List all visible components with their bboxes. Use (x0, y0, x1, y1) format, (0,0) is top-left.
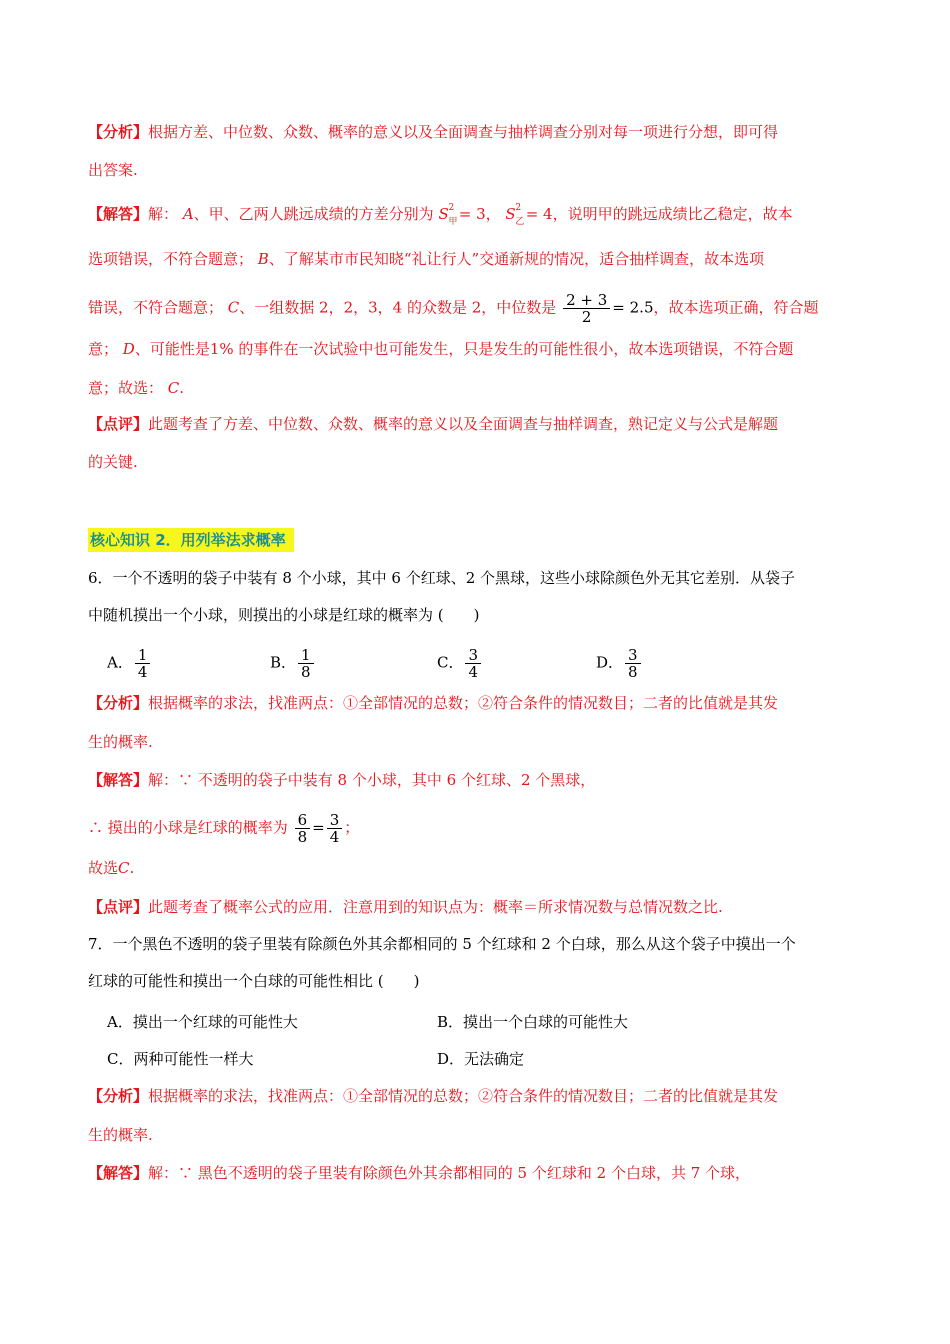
q5-analysis-line-1 (88, 121, 868, 143)
answer-text: 意；故选： (88, 379, 164, 397)
q7-analysis-line-2 (88, 1124, 868, 1146)
answer-choice: C (167, 379, 180, 397)
q7-option-d: D．无法确定 (437, 1050, 525, 1068)
answer-text: 意； (88, 340, 119, 358)
q5-analysis-line-2 (88, 159, 868, 181)
fraction-3-4: $\frac{3}{4}$ (327, 812, 343, 845)
q6-option-c: C． $\frac{3}{4}$ (437, 647, 483, 680)
q7-option-a: A．摸出一个红球的可能性大 (107, 1013, 298, 1031)
q6-answer-line-1 (88, 769, 868, 791)
q5-answer-line-3 (88, 292, 868, 325)
option-fraction: $\frac{1}{8}$ (298, 647, 314, 680)
analysis-text: 根据概率的求法，找准两点：①全部情况的总数；②符合条件的情况数目；二者的比值就是其发 (148, 1087, 779, 1105)
option-letter: D (122, 340, 135, 358)
median-result: = 2.5 (612, 298, 654, 317)
q6-option-b: B． $\frac{1}{8}$ (270, 647, 316, 680)
analysis-text: 根据概率的求法，找准两点：①全部情况的总数；②符合条件的情况数目；二者的比值就是其发 (148, 694, 779, 712)
answer-tag: 【解答】 (88, 771, 149, 789)
q5-answer-line-4 (88, 338, 868, 360)
answer-text: 、一组数据 2，2，3，4 的众数是 2，中位数是 (239, 298, 557, 317)
answer-text: 选项错误，不符合题意； (88, 250, 254, 268)
answer-text: . (129, 859, 135, 877)
option-fraction: $\frac{3}{4}$ (465, 647, 481, 680)
analysis-text: 出答案. (88, 161, 138, 179)
q6-answer-line-2 (88, 812, 868, 845)
equals-sign: = (312, 818, 325, 837)
answer-text: 解：∵ 不透明的袋子中装有 8 个小球，其中 6 个红球、2 个黑球， (148, 771, 596, 789)
q7-stem-line-1: 7．一个黑色不透明的袋子里装有除颜色外其余都相同的 5 个红球和 2 个白球，那么从这个袋子中摸出一个 (88, 935, 796, 953)
section-heading: 核心知识 2．用列举法求概率 (88, 528, 294, 552)
q6-option-a: A． $\frac{1}{4}$ (107, 647, 152, 680)
q7-option-b: B．摸出一个白球的可能性大 (437, 1013, 629, 1031)
q6-analysis-line-1 (88, 692, 868, 714)
answer-text: ； (344, 818, 360, 837)
answer-tag: 【解答】 (88, 205, 149, 223)
option-fraction: $\frac{1}{4}$ (135, 647, 151, 680)
equation: = 3， (458, 205, 501, 223)
q6-answer-line-3 (88, 857, 868, 879)
q6-stem-line-1: 6．一个不透明的袋子中装有 8 个小球，其中 6 个红球、2 个黑球，这些小球除颜色外无其它差别．从袋子 (88, 569, 796, 587)
median-fraction: $\frac{2 + 3}{2}$ (563, 292, 610, 325)
q5-answer-line-1 (88, 203, 868, 225)
q5-answer-line-5 (88, 377, 868, 399)
comment-text: 的关键. (88, 453, 138, 471)
answer-tag: 【解答】 (88, 1164, 149, 1182)
q7-answer-line-1 (88, 1162, 868, 1184)
answer-text: 、甲、乙两人跳远成绩的方差分别为 (193, 205, 434, 223)
option-fraction: $\frac{3}{8}$ (625, 647, 641, 680)
answer-text: 错误，不符合题意； (88, 298, 224, 317)
q5-comment-line-1 (88, 413, 868, 435)
answer-text: 、了解某市市民知晓“礼让行人”交通新规的情况，适合抽样调查，故本选项 (268, 250, 765, 268)
q7-option-c: C．两种可能性一样大 (107, 1050, 254, 1068)
answer-text: 解： (148, 205, 179, 223)
q7-stem-line-2: 红球的可能性和摸出一个白球的可能性相比 ( ) (88, 972, 420, 990)
equation: = 4 (525, 205, 553, 223)
option-letter: A (182, 205, 194, 223)
comment-tag: 【点评】 (88, 898, 149, 916)
comment-text: 此题考查了方差、中位数、众数、概率的意义以及全面调查与抽样调查，熟记定义与公式是解题 (148, 415, 779, 433)
q6-stem-line-2: 中随机摸出一个小球，则摸出的小球是红球的概率为 ( ) (88, 606, 480, 624)
analysis-tag: 【分析】 (88, 123, 149, 141)
fraction-6-8: $\frac{6}{8}$ (295, 812, 311, 845)
analysis-text: 生的概率. (88, 733, 153, 751)
answer-text: 故选 (88, 859, 119, 877)
q6-option-d: D． $\frac{3}{8}$ (596, 647, 643, 680)
q6-comment-line-1 (88, 896, 868, 918)
answer-text: ∴ 摸出的小球是红球的概率为 (88, 818, 288, 837)
q5-answer-line-2 (88, 248, 868, 270)
option-letter: B (257, 250, 269, 268)
analysis-text: 生的概率. (88, 1126, 153, 1144)
answer-text: . (179, 379, 185, 397)
comment-tag: 【点评】 (88, 415, 149, 433)
answer-text: ，故本选项正确，符合题 (653, 298, 819, 317)
variance-jia: S 2 甲 (438, 203, 458, 227)
option-letter: C (227, 298, 240, 317)
analysis-text: 根据方差、中位数、众数、概率的意义以及全面调查与抽样调查分别对每一项进行分想，即可得 (148, 123, 779, 141)
analysis-tag: 【分析】 (88, 694, 149, 712)
answer-choice: C (118, 859, 130, 877)
q5-comment-line-2 (88, 451, 868, 473)
analysis-tag: 【分析】 (88, 1087, 149, 1105)
q7-analysis-line-1 (88, 1085, 868, 1107)
answer-text: 解：∵ 黑色不透明的袋子里装有除颜色外其余都相同的 5 个红球和 2 个白球，共 7 个球， (148, 1164, 751, 1182)
q6-analysis-line-2 (88, 731, 868, 753)
answer-text: 、可能性是1% 的事件在一次试验中也可能发生，只是发生的可能性很小，故本选项错误，不符合题 (134, 340, 794, 358)
variance-yi: S 2 乙 (505, 203, 525, 227)
comment-text: 此题考查了概率公式的应用．注意用到的知识点为：概率＝所求情况数与总情况数之比. (148, 898, 723, 916)
answer-text: ，说明甲的跳远成绩比乙稳定，故本 (552, 205, 793, 223)
